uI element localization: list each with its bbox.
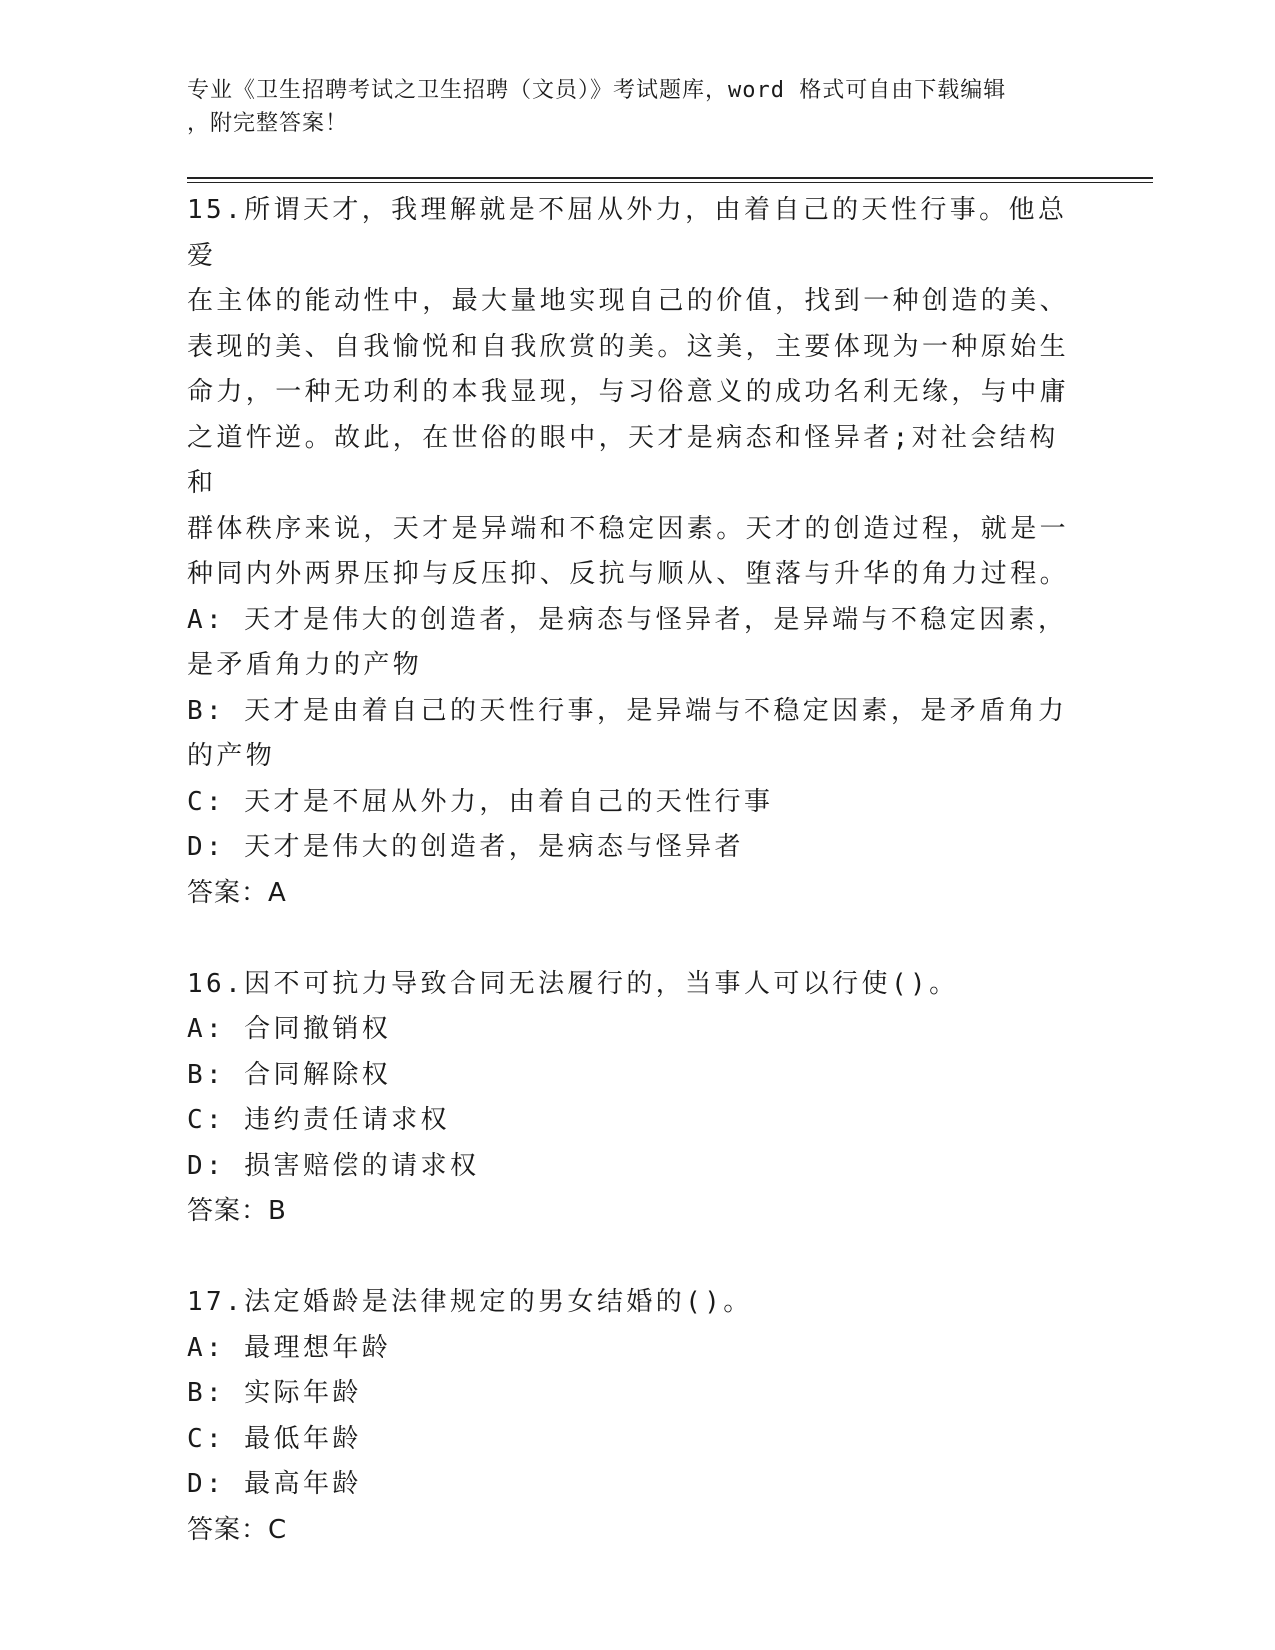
question-15 [187,188,1087,916]
question-stem-line: 15.所谓天才，我理解就是不屈从外力，由着自己的天性行事。他总爱 [187,195,1068,271]
answer-label: 答案：B [187,1196,287,1226]
option-c: C: 最低年龄 [187,1423,362,1454]
question-stem-line: 17.法定婚龄是法律规定的男女结婚的()。 [187,1287,753,1317]
option-c: C: 违约责任请求权 [187,1105,450,1135]
question-16 [187,962,1087,1235]
document-header [187,74,1067,140]
header-rule-thick [187,177,1153,179]
question-stem-line: 表现的美、自我愉悦和自我欣赏的美。这美，主要体现为一种原始生 [187,331,1070,362]
question-spacer [187,916,1087,962]
option-a: A: 最理想年龄 [187,1332,392,1363]
answer-label: 答案：A [187,877,287,908]
question-list [187,188,1087,1553]
option-d: D: 损害赔偿的请求权 [187,1150,480,1181]
question-spacer [187,1235,1087,1281]
header-line-1: 专业《卫生招聘考试之卫生招聘（文员）》考试题库，word 格式可自由下载编辑 [187,78,1007,103]
option-b: B: 天才是由着自己的天性行事，是异端与不稳定因素，是矛盾角力的产物 [187,695,1068,771]
question-stem-line: 命力，一种无功利的本我显现，与习俗意义的成功名利无缘，与中庸 [187,377,1070,407]
option-b: B: 实际年龄 [187,1378,362,1408]
question-stem-line: 种同内外两界压抑与反压抑、反抗与顺从、堕落与升华的角力过程。 [187,559,1070,589]
option-c: C: 天才是不屈从外力，由着自己的天性行事 [187,786,774,817]
option-a: A: 天才是伟大的创造者，是病态与怪异者，是异端与不稳定因素，是矛盾角力的产物 [187,604,1068,680]
question-17 [187,1280,1087,1553]
answer-label: 答案：C [187,1514,288,1545]
question-stem-line: 群体秩序来说，天才是异端和不稳定因素。天才的创造过程，就是一 [187,513,1070,544]
question-stem-line: 之道忤逆。故此，在世俗的眼中，天才是病态和怪异者;对社会结构和 [187,422,1059,498]
question-stem-line: 在主体的能动性中，最大量地实现自己的价值，找到一种创造的美、 [187,286,1070,316]
option-a: A: 合同撤销权 [187,1014,392,1044]
question-stem-line: 16.因不可抗力导致合同无法履行的，当事人可以行使()。 [187,968,959,999]
option-d: D: 天才是伟大的创造者，是病态与怪异者 [187,832,744,862]
option-b: B: 合同解除权 [187,1059,392,1090]
option-d: D: 最高年龄 [187,1469,362,1499]
header-line-2: ，附完整答案！ [187,111,349,136]
header-rule-thin [187,182,1153,183]
